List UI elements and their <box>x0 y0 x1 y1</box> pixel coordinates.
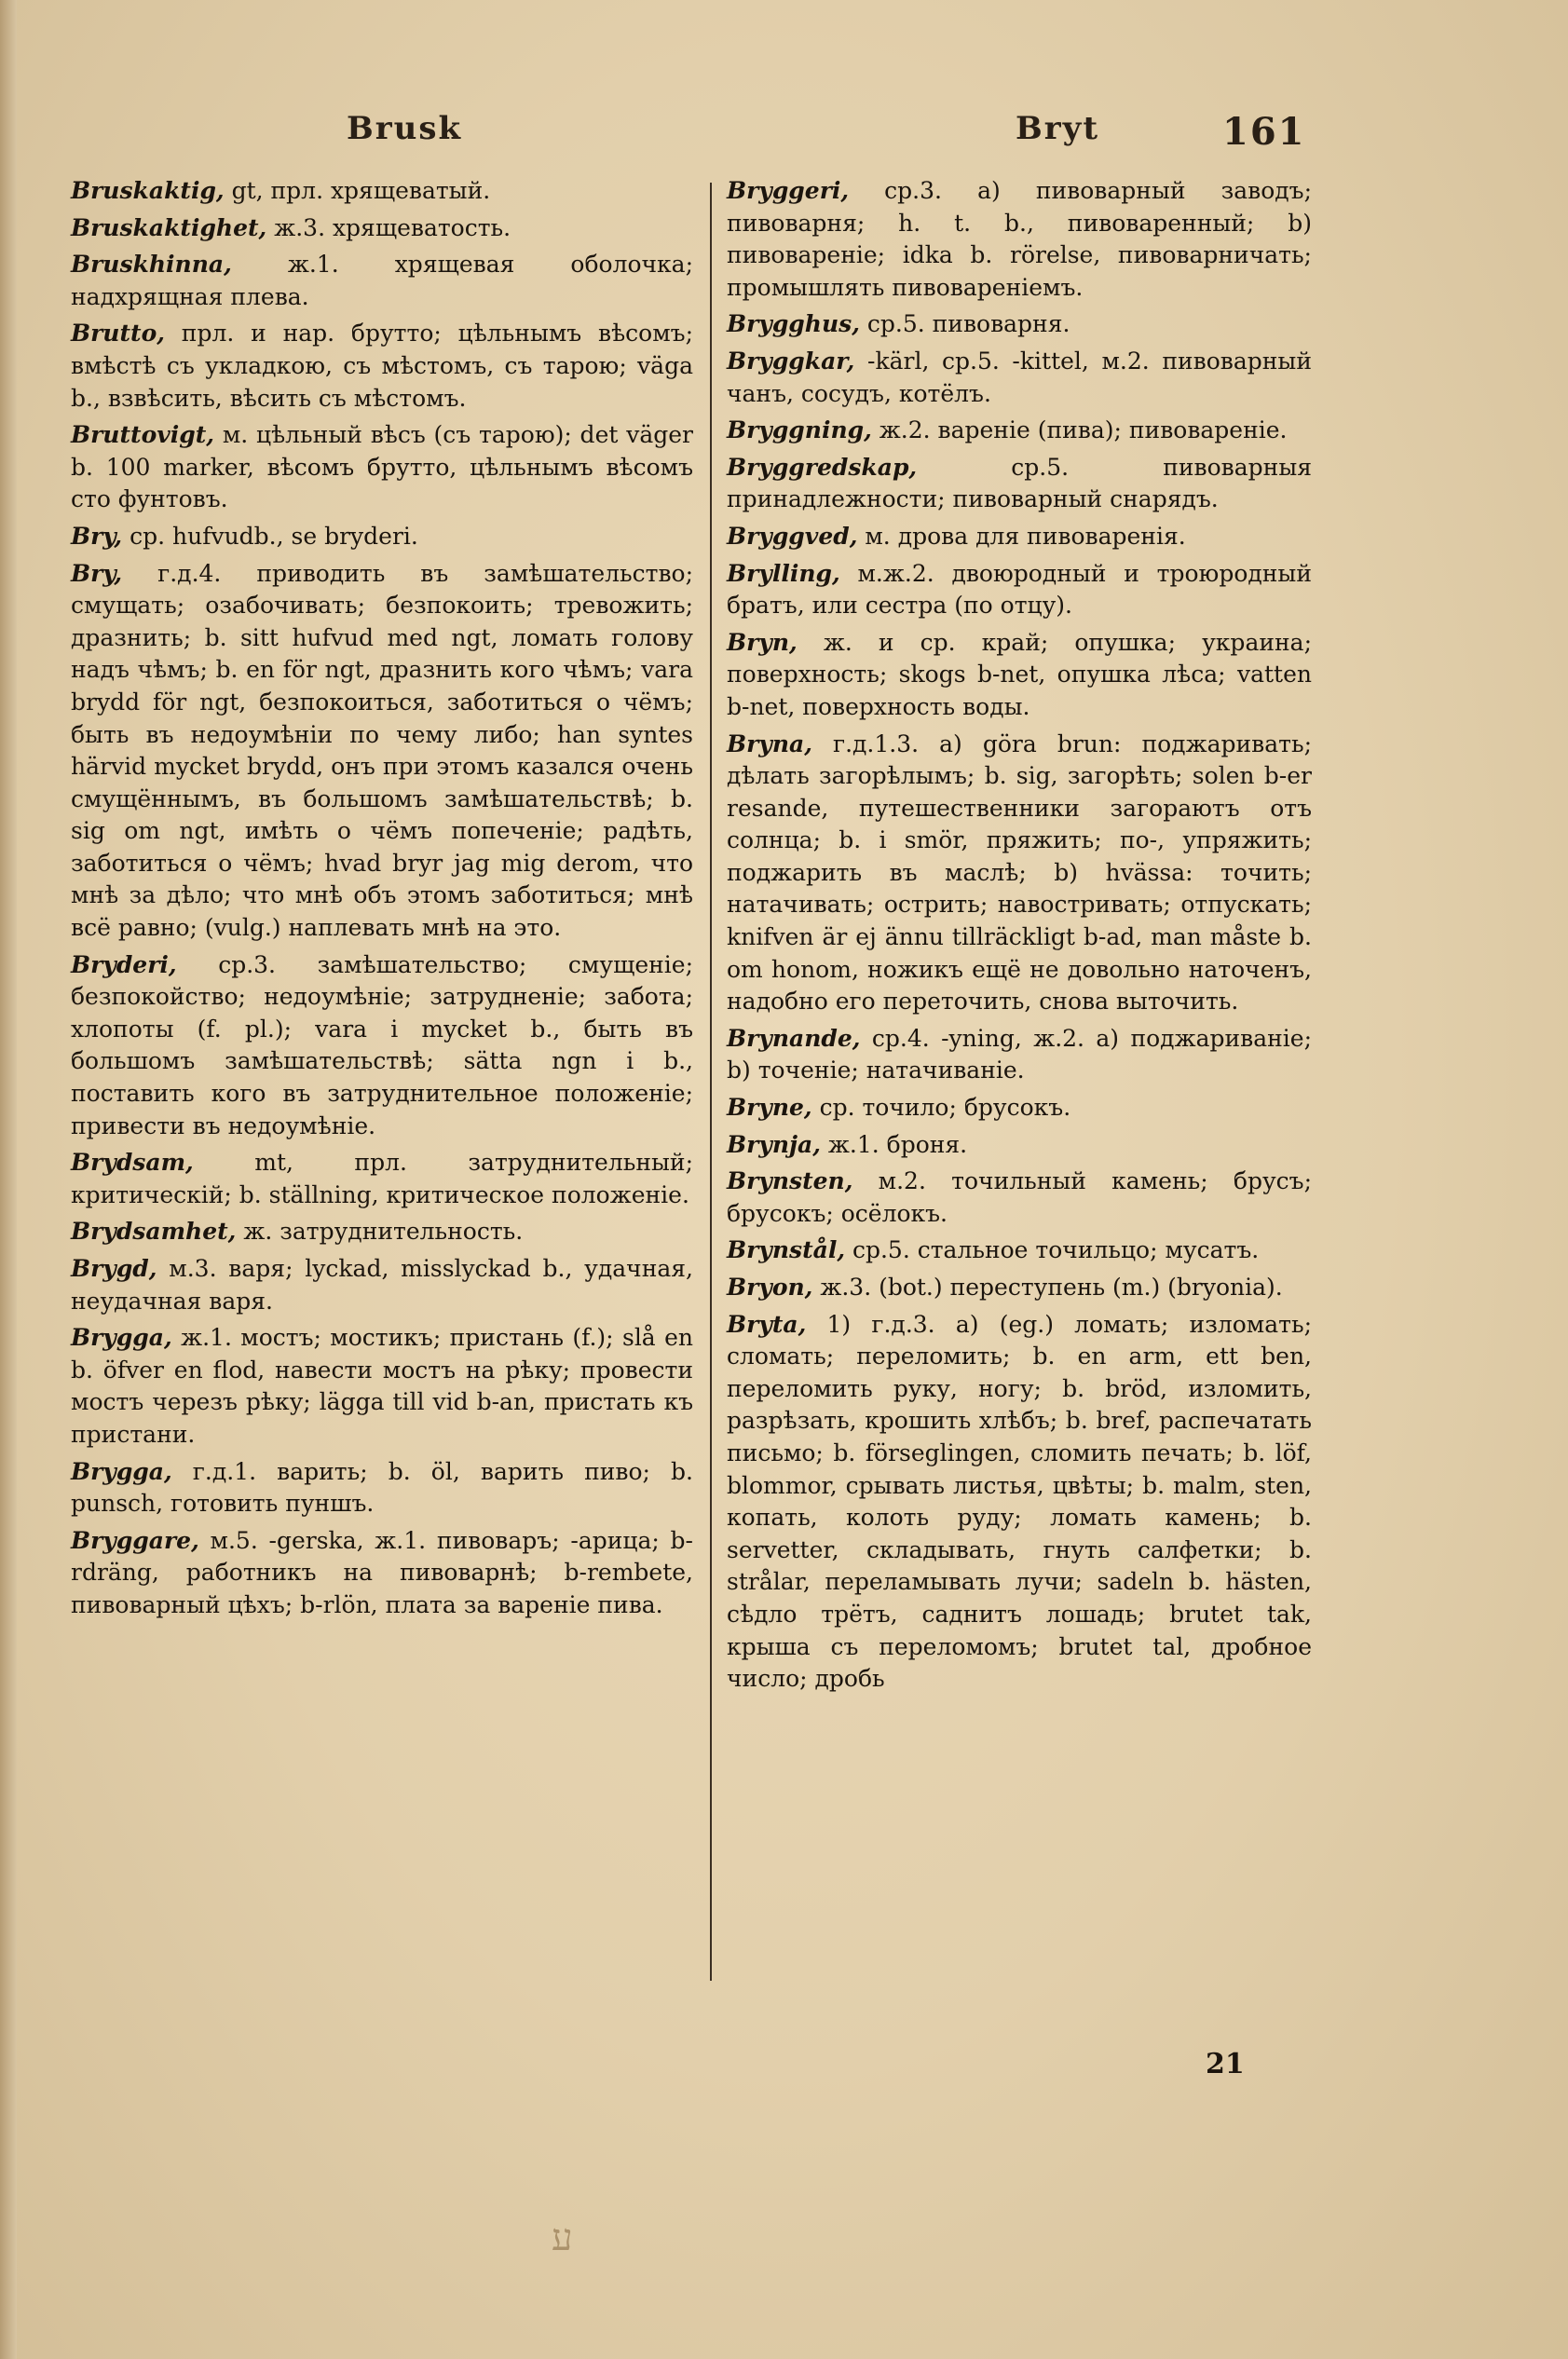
headword: Brydsamhet, <box>71 1218 237 1246</box>
entry-definition: gt, прл. хрящеватый. <box>224 177 491 204</box>
entry-definition: ср.5. пивоварня. <box>859 310 1070 338</box>
headword: Bruskaktighet, <box>71 213 267 241</box>
entry-definition: ж. затруднительность. <box>236 1218 524 1246</box>
headword: Bryn, <box>727 628 798 656</box>
entry-definition: ж.3. хрящеватость. <box>266 213 511 241</box>
dictionary-entry <box>727 1166 1312 1230</box>
headword: Brynsten, <box>727 1167 853 1195</box>
headword: Brygga, <box>71 1457 172 1485</box>
entry-definition: ср.5. стальное точильцо; мусатъ. <box>845 1236 1260 1264</box>
entry-definition: ж.3. (bot.) переступень (m.) (bryonia). <box>812 1274 1283 1301</box>
entry-definition: ср.5. пивоварныя принадлежности; пивоварный снарядъ. <box>727 453 1312 513</box>
dictionary-entry <box>71 249 693 313</box>
headword: Brygghus, <box>727 310 860 338</box>
dictionary-entry <box>71 318 693 415</box>
dictionary-entry <box>71 1456 693 1520</box>
entry-definition: прл. и нар. брутто; цѣльнымъ вѣсомъ; вмѣстѣ съ укладкою, съ мѣстомъ, съ тарою; väga b., взвѣсить, вѣсить съ мѣстомъ. <box>71 320 693 412</box>
entry-definition: г.д.1.3. а) göra brun: поджаривать; дѣлать загорѣлымъ; b. sig, загорѣть; solen b-er resande, путешественники загораютъ отъ солнца; b. i smör, пряжить; по-, упряжить; поджарить въ маслѣ; b) hvässa: точить; натачивать; острить; навостривать; отпускать; knifven är ej ännu tillräckligt b-ad, man måste b. om honom, ножикъ ещё не довольно наточенъ, надобно его переточить, снова выточить. <box>727 730 1312 1016</box>
dictionary-entry <box>727 346 1312 410</box>
entry-definition: г.д.1. варить; b. öl, варить пиво; b. punsch, готовить пуншъ. <box>71 1457 693 1518</box>
headword: Brutto, <box>71 320 165 348</box>
headword: Brynande, <box>727 1024 861 1052</box>
headword: Brydsam, <box>71 1149 194 1177</box>
entry-definition: г.д.4. приводить въ замѣшательство; смущать; озабочивать; безпокоить; тревожить; дразнить; b. sitt hufvud med ngt, ломать голову надъ чѣмъ; b. en för ngt, дразнить кого чѣмъ; vara brydd för ngt, безпокоиться, заботиться о чёмъ; быть въ недоумѣніи по чему либо; han syntes härvid mycket brydd, онъ при этомъ казался очень смущённымъ, въ большомъ замѣшательствѣ; b. sig om ngt, имѣть о чёмъ попеченіе; радѣть, заботиться о чёмъ; hvad bryr jag mig derom, что мнѣ за дѣло; что мнѣ объ этомъ заботиться; мнѣ всё равно; (vulg.) наплевать мнѣ на это. <box>71 559 693 942</box>
dictionary-entry <box>727 415 1312 447</box>
dictionary-entry <box>727 1023 1312 1087</box>
dictionary-entry <box>727 175 1312 304</box>
right-column <box>727 175 1312 1700</box>
page-number: 161 <box>1222 110 1306 154</box>
left-running-head: Brusk <box>347 110 463 147</box>
ink-smudge: ﬠ <box>552 2216 573 2259</box>
dictionary-entry <box>727 1272 1312 1304</box>
right-running-head: Bryt <box>1016 110 1100 147</box>
entry-definition: м. цѣльный вѣсъ (съ тарою); det väger b. 100 marker, вѣсомъ брутто, цѣльнымъ вѣсомъ сто фунтовъ. <box>71 421 693 513</box>
dictionary-entry <box>71 1253 693 1317</box>
dictionary-entry <box>71 1322 693 1451</box>
running-header <box>0 110 1568 166</box>
dictionary-entry <box>727 627 1312 724</box>
headword: Bryon, <box>727 1274 813 1301</box>
headword: Bryggredskap, <box>727 453 918 481</box>
dictionary-entry <box>727 1092 1312 1125</box>
entry-definition: м.ж.2. двоюродный и троюродный братъ, или сестра (по отцу). <box>727 559 1312 620</box>
headword: Bruskaktig, <box>71 177 225 204</box>
dictionary-entry <box>71 419 693 516</box>
headword: Brylling, <box>727 559 840 587</box>
headword: Bryna, <box>727 730 812 757</box>
entry-definition: ж.1. мостъ; мостикъ; пристань (f.); slå en b. öfver en flod, навести мостъ на рѣку; провести мостъ черезъ рѣку; lägga till vid b-an, пристать къ пристани. <box>71 1324 693 1448</box>
headword: Bryne, <box>727 1094 812 1122</box>
entry-definition: ж.1. броня. <box>820 1130 968 1158</box>
headword: Bry, <box>71 559 123 587</box>
entry-definition: ср. hufvudb., se bryderi. <box>122 522 418 550</box>
headword: Bry, <box>71 522 123 550</box>
headword: Bryggved, <box>727 522 858 550</box>
dictionary-entry <box>727 452 1312 516</box>
dictionary-entry <box>727 308 1312 341</box>
dictionary-entry <box>71 212 693 245</box>
headword: Brygd, <box>71 1255 157 1282</box>
headword: Brynstål, <box>727 1236 846 1264</box>
dictionary-entry <box>71 1216 693 1248</box>
dictionary-entry <box>71 1147 693 1211</box>
entry-definition: 1) г.д.3. а) (eg.) ломать; изломать; сломать; переломить; b. en arm, ett ben, переломить руку, ногу; b. bröd, изломить, разрѣзать, крошить хлѣбъ; b. bref, распечатать письмо; b. förseglingen, сломить печать; b. löf, blommor, срывать листья, цвѣты; b. malm, sten, копать, колоть руду; ломать камень; b. servetter, складывать, гнуть салфетки; b. strålar, переламывать лучи; sadeln b. hästen, сѣдло трётъ, саднитъ лошадь; brutet tak, крыша съ переломомъ; brutet tal, дробное число; дробь <box>727 1310 1312 1693</box>
dictionary-entry <box>727 558 1312 622</box>
entry-definition: ж. и ср. край; опушка; украина; поверхность; skogs b-net, опушка лѣса; vatten b-net, поверхность воды. <box>727 628 1312 720</box>
entry-definition: ср.3. а) пивоварный заводъ; пивоварня; h. t. b., пивоваренный; b) пивовареніе; idka b. rörelse, пивоварничать; промышлять пивовареніемъ. <box>727 177 1312 301</box>
left-column <box>71 175 693 1627</box>
entry-definition: mt, прл. затруднительный; критическій; b. ställning, критическое положеніе. <box>71 1149 693 1208</box>
dictionary-entry <box>71 521 693 553</box>
dictionary-entry <box>727 729 1312 1018</box>
headword: Bryggare, <box>71 1526 199 1554</box>
column-divider <box>710 183 712 1981</box>
dictionary-entry <box>71 1525 693 1622</box>
dictionary-entry <box>71 949 693 1143</box>
headword: Bruskhinna, <box>71 251 232 279</box>
dictionary-entry <box>727 521 1312 553</box>
headword: Bryggeri, <box>727 177 850 204</box>
signature-mark: 21 <box>1206 2048 1245 2080</box>
entry-definition: ж.1. хрящевая оболочка; надхрящная плева. <box>71 251 693 310</box>
dictionary-entry <box>71 175 693 208</box>
headword: Bryta, <box>727 1310 807 1338</box>
entry-definition: -kärl, ср.5. -kittel, м.2. пивоварный чанъ, сосудъ, котёлъ. <box>727 347 1312 407</box>
headword: Brygga, <box>71 1324 172 1352</box>
dictionary-entry <box>727 1309 1312 1696</box>
entry-definition: ср. точило; брусокъ. <box>811 1094 1071 1122</box>
headword: Bruttovigt, <box>71 421 215 449</box>
headword: Bryggning, <box>727 416 872 444</box>
entry-definition: м.3. варя; lyckad, misslyckad b., удачная, неудачная варя. <box>71 1255 693 1315</box>
entry-definition: ср.3. замѣшательство; смущеніе; безпокойство; недоумѣніе; затрудненіе; забота; хлопоты (f. pl.); vara i mycket b., быть въ большомъ замѣшательствѣ; sätta ngn i b., поставить кого въ затруднительное положеніе; привести въ недоумѣніе. <box>71 950 693 1139</box>
headword: Brynja, <box>727 1130 821 1158</box>
entry-definition: м.5. -gerska, ж.1. пивоваръ; -арица; b-rdräng, работникъ на пивоварнѣ; b-rembete, пивоварный цѣхъ; b-rlön, плата за вареніе пива. <box>71 1526 693 1618</box>
entry-definition: м. дрова для пивоваренія. <box>857 522 1186 550</box>
page-edge <box>0 0 17 2359</box>
entry-definition: ср.4. -yning, ж.2. а) поджариваніе; b) точеніе; натачиваніе. <box>727 1024 1312 1084</box>
headword: Bryderi, <box>71 950 177 978</box>
dictionary-entry <box>71 558 693 945</box>
entry-definition: ж.2. вареніе (пива); пивовареніе. <box>871 416 1288 444</box>
dictionary-entry <box>727 1129 1312 1162</box>
headword: Bryggkar, <box>727 347 855 375</box>
entry-definition: м.2. точильный камень; брусъ; брусокъ; осёлокъ. <box>727 1167 1312 1227</box>
dictionary-entry <box>727 1234 1312 1267</box>
